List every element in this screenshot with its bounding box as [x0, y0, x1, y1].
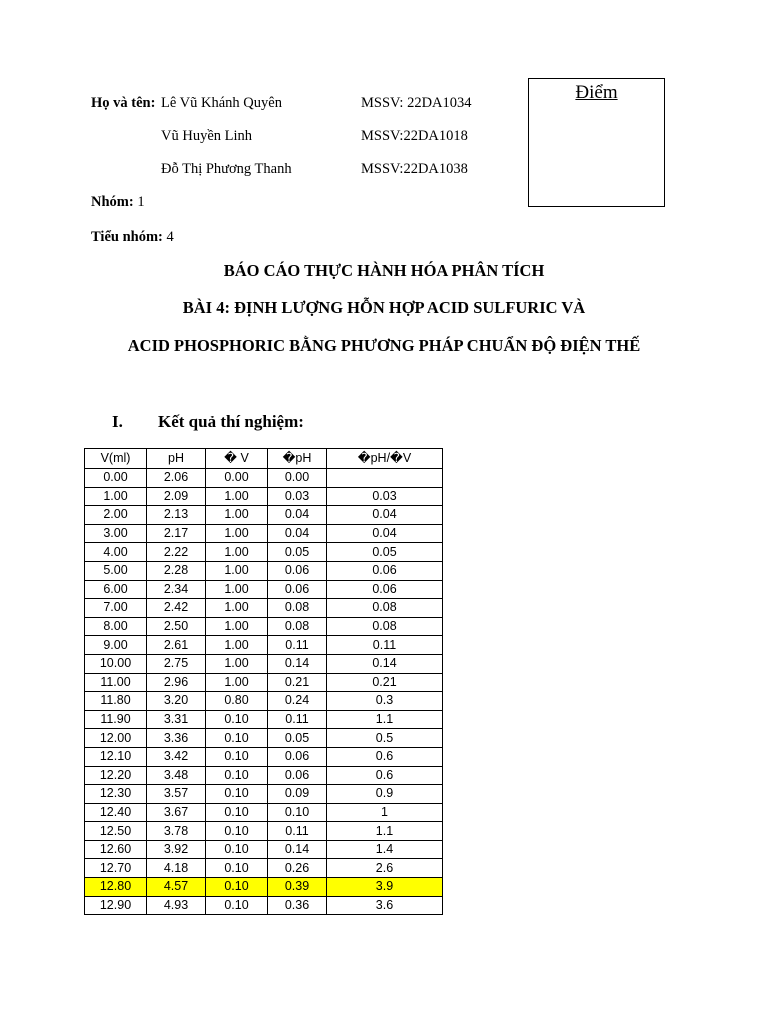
- table-row: [85, 636, 443, 655]
- table-header-row: [85, 449, 443, 469]
- table-cell: 0.08: [327, 617, 443, 636]
- table-cell: 0.06: [327, 580, 443, 599]
- table-cell: 0.26: [268, 859, 327, 878]
- table-row: [85, 766, 443, 785]
- table-cell: 1.1: [327, 822, 443, 841]
- table-cell: 1.00: [206, 617, 268, 636]
- lab-title-line-1: BÀI 4: ĐỊNH LƯỢNG HỖN HỢP ACID SULFURIC VÀ: [182, 298, 586, 317]
- table-cell: 0.06: [268, 766, 327, 785]
- table-row: [85, 599, 443, 618]
- table-cell: 12.60: [85, 840, 147, 859]
- table-cell: 12.40: [85, 803, 147, 822]
- table-cell: 2.96: [147, 673, 206, 692]
- table-row-highlighted: [85, 878, 443, 897]
- table-cell: 3.20: [147, 692, 206, 711]
- table-cell: 0.00: [268, 469, 327, 488]
- table-cell: 0.10: [206, 859, 268, 878]
- table-cell: 1.4: [327, 840, 443, 859]
- table-cell: 0.11: [268, 636, 327, 655]
- table-cell: 3.57: [147, 785, 206, 804]
- subgroup-value: 4: [166, 229, 174, 245]
- table-row: [85, 524, 443, 543]
- table-cell: 1.00: [206, 636, 268, 655]
- table-cell: 1: [327, 803, 443, 822]
- table-cell: 2.22: [147, 543, 206, 562]
- table-cell: 11.00: [85, 673, 147, 692]
- table-cell: 12.50: [85, 822, 147, 841]
- table-row: [85, 617, 443, 636]
- score-box: [528, 78, 665, 207]
- table-cell: 6.00: [85, 580, 147, 599]
- table-cell: 0.14: [268, 654, 327, 673]
- table-cell: 3.42: [147, 747, 206, 766]
- table-cell: 0.06: [268, 747, 327, 766]
- table-cell: 0.6: [327, 747, 443, 766]
- table-cell: 12.00: [85, 729, 147, 748]
- table-cell: 3.31: [147, 710, 206, 729]
- table-cell: 3.9: [327, 878, 443, 897]
- table-cell: 0.05: [327, 543, 443, 562]
- table-cell: 1.00: [206, 673, 268, 692]
- table-cell: 1.00: [206, 524, 268, 543]
- table-cell: 0.05: [268, 543, 327, 562]
- table-cell: [327, 469, 443, 488]
- table-cell: 12.30: [85, 785, 147, 804]
- table-cell: 4.57: [147, 878, 206, 897]
- table-cell: 8.00: [85, 617, 147, 636]
- table-cell: 0.39: [268, 878, 327, 897]
- table-cell: 0.21: [268, 673, 327, 692]
- table-cell: 2.28: [147, 561, 206, 580]
- table-cell: 0.10: [206, 822, 268, 841]
- table-cell: 0.10: [206, 710, 268, 729]
- subgroup-line: [91, 229, 174, 246]
- table-cell: 2.34: [147, 580, 206, 599]
- table-cell: 2.13: [147, 506, 206, 525]
- table-cell: 0.9: [327, 785, 443, 804]
- table-row: [85, 580, 443, 599]
- lab-title-line-2: ACID PHOSPHORIC BẰNG PHƯƠNG PHÁP CHUẨN ĐỘ ĐIỆN THẾ: [127, 336, 641, 355]
- table-cell: 2.75: [147, 654, 206, 673]
- col-header-ph: pH: [147, 449, 206, 469]
- table-row: [85, 747, 443, 766]
- table-cell: 0.06: [327, 561, 443, 580]
- table-row: [85, 561, 443, 580]
- table-cell: 0.00: [206, 469, 268, 488]
- table-cell: 0.10: [268, 803, 327, 822]
- col-header-volume: V(ml): [85, 449, 147, 469]
- table-cell: 0.3: [327, 692, 443, 711]
- table-cell: 0.10: [206, 878, 268, 897]
- table-cell: 4.93: [147, 896, 206, 915]
- table-cell: 3.6: [327, 896, 443, 915]
- group-label: Nhóm:: [91, 194, 134, 210]
- group-value: 1: [137, 194, 145, 210]
- col-header-delta-ph: �pH: [268, 449, 327, 469]
- name-label: Họ và tên:: [91, 95, 156, 111]
- table-cell: 0.11: [327, 636, 443, 655]
- table-cell: 12.80: [85, 878, 147, 897]
- table-cell: 0.10: [206, 803, 268, 822]
- table-cell: 0.03: [268, 487, 327, 506]
- table-cell: 2.00: [85, 506, 147, 525]
- table-cell: 4.00: [85, 543, 147, 562]
- table-cell: 0.04: [327, 524, 443, 543]
- table-cell: 3.36: [147, 729, 206, 748]
- table-row: [85, 822, 443, 841]
- group-line: [91, 194, 145, 211]
- table-cell: 2.6: [327, 859, 443, 878]
- table-cell: 0.00: [85, 469, 147, 488]
- table-row: [85, 859, 443, 878]
- report-title: BÁO CÁO THỰC HÀNH HÓA PHÂN TÍCH: [223, 261, 545, 280]
- table-row: [85, 896, 443, 915]
- student-name-1: Lê Vũ Khánh Quyên: [161, 95, 282, 111]
- student-mssv-2: MSSV:22DA1018: [361, 128, 468, 144]
- table-cell: 1.00: [206, 580, 268, 599]
- table-row: [85, 506, 443, 525]
- table-cell: 12.70: [85, 859, 147, 878]
- table-row: [85, 487, 443, 506]
- table-cell: 0.14: [327, 654, 443, 673]
- table-cell: 0.04: [268, 524, 327, 543]
- table-cell: 0.36: [268, 896, 327, 915]
- table-cell: 0.05: [268, 729, 327, 748]
- student-name-3: Đỗ Thị Phương Thanh: [161, 161, 292, 177]
- table-cell: 2.42: [147, 599, 206, 618]
- table-cell: 1.00: [85, 487, 147, 506]
- table-cell: 1.00: [206, 543, 268, 562]
- table-cell: 11.80: [85, 692, 147, 711]
- table-cell: 0.24: [268, 692, 327, 711]
- table-cell: 0.04: [268, 506, 327, 525]
- table-cell: 0.10: [206, 840, 268, 859]
- table-cell: 0.10: [206, 896, 268, 915]
- table-cell: 0.09: [268, 785, 327, 804]
- table-cell: 1.00: [206, 487, 268, 506]
- table-cell: 0.03: [327, 487, 443, 506]
- table-cell: 0.06: [268, 580, 327, 599]
- col-header-delta-ph-per-delta-v: �pH/�V: [327, 449, 443, 469]
- table-cell: 2.61: [147, 636, 206, 655]
- table-cell: 0.04: [327, 506, 443, 525]
- student-mssv-3: MSSV:22DA1038: [361, 161, 468, 177]
- table-cell: 0.08: [268, 617, 327, 636]
- table-cell: 0.10: [206, 785, 268, 804]
- table-cell: 5.00: [85, 561, 147, 580]
- table-cell: 12.90: [85, 896, 147, 915]
- table-cell: 0.10: [206, 729, 268, 748]
- table-row: [85, 710, 443, 729]
- table-cell: 4.18: [147, 859, 206, 878]
- section-number: I.: [112, 412, 123, 431]
- table-cell: 0.10: [206, 766, 268, 785]
- table-row: [85, 729, 443, 748]
- table-cell: 12.10: [85, 747, 147, 766]
- table-cell: 10.00: [85, 654, 147, 673]
- table-cell: 1.00: [206, 506, 268, 525]
- col-header-delta-v: � V: [206, 449, 268, 469]
- table-cell: 0.80: [206, 692, 268, 711]
- table-cell: 0.11: [268, 822, 327, 841]
- table-cell: 11.90: [85, 710, 147, 729]
- table-cell: 3.00: [85, 524, 147, 543]
- table-cell: 0.14: [268, 840, 327, 859]
- table-row: [85, 785, 443, 804]
- table-cell: 1.00: [206, 654, 268, 673]
- table-cell: 12.20: [85, 766, 147, 785]
- table-row: [85, 543, 443, 562]
- table-cell: 1.00: [206, 561, 268, 580]
- table-cell: 0.10: [206, 747, 268, 766]
- table-row: [85, 673, 443, 692]
- score-label: Điểm: [575, 82, 618, 103]
- student-mssv-1: MSSV: 22DA1034: [361, 95, 472, 111]
- table-cell: 0.11: [268, 710, 327, 729]
- table-cell: 1.1: [327, 710, 443, 729]
- table-cell: 0.5: [327, 729, 443, 748]
- table-body: [85, 469, 443, 915]
- table-cell: 0.06: [268, 561, 327, 580]
- table-cell: 3.92: [147, 840, 206, 859]
- table-cell: 0.08: [327, 599, 443, 618]
- table-cell: 3.67: [147, 803, 206, 822]
- table-cell: 0.6: [327, 766, 443, 785]
- table-row: [85, 654, 443, 673]
- table-cell: 2.50: [147, 617, 206, 636]
- table-cell: 7.00: [85, 599, 147, 618]
- table-cell: 0.21: [327, 673, 443, 692]
- table-cell: 2.06: [147, 469, 206, 488]
- table-cell: 2.17: [147, 524, 206, 543]
- table-cell: 3.78: [147, 822, 206, 841]
- table-cell: 3.48: [147, 766, 206, 785]
- subgroup-label: Tiểu nhóm:: [91, 229, 163, 245]
- table-row: [85, 803, 443, 822]
- table-cell: 2.09: [147, 487, 206, 506]
- table-cell: 9.00: [85, 636, 147, 655]
- student-name-2: Vũ Huyền Linh: [161, 128, 253, 144]
- titration-table: [84, 448, 443, 915]
- table-row: [85, 840, 443, 859]
- table-row: [85, 469, 443, 488]
- section-heading: Kết quả thí nghiệm:: [158, 412, 304, 431]
- table-cell: 1.00: [206, 599, 268, 618]
- table-row: [85, 692, 443, 711]
- table-cell: 0.08: [268, 599, 327, 618]
